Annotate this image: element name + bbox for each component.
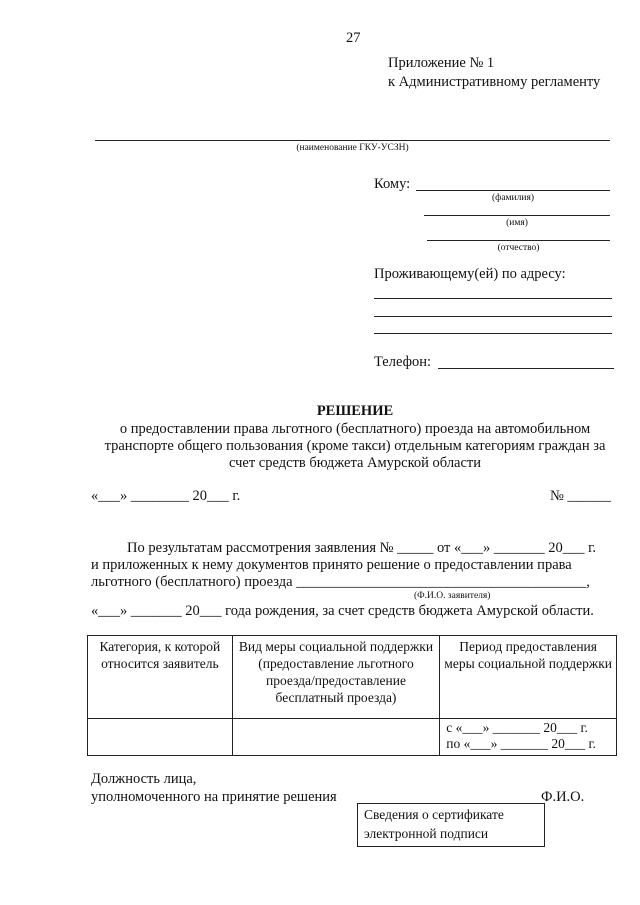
decision-heading: РЕШЕНИЕ xyxy=(316,403,394,419)
address-line-3 xyxy=(374,333,612,334)
period-from: с «___» _______ 20___ г. xyxy=(446,720,588,735)
cell-period xyxy=(440,719,617,756)
address-line-1 xyxy=(374,298,612,299)
to-label: Кому: xyxy=(374,176,411,192)
surname-line xyxy=(416,190,610,191)
address-line-2 xyxy=(374,316,612,317)
phone-line xyxy=(438,368,614,369)
signer-fio: Ф.И.О. xyxy=(541,789,585,805)
table-header-row xyxy=(88,636,617,719)
page-number: 27 xyxy=(346,30,361,46)
header-support-type: Вид меры социальной поддержки (предоставление льготного проезда/предоставление бесплатный проезда) xyxy=(232,636,440,719)
fio-caption: (Ф.И.О. заявителя) xyxy=(414,591,491,601)
header-period: Период предоставления меры социальной поддержки xyxy=(440,636,617,719)
title-line-1: о предоставлении права льготного (бесплатного) проезда на автомобильном xyxy=(119,421,591,437)
body-line-2: и приложенных к нему документов принято решение о предоставлении права xyxy=(91,557,572,573)
org-name-line xyxy=(95,140,610,141)
phone-label: Телефон: xyxy=(374,354,432,370)
period-to: по «___» _______ 20___ г. xyxy=(446,736,596,751)
position-line-2: уполномоченного на принятие решения xyxy=(91,789,337,805)
cert-line-1: Сведения о сертификате xyxy=(364,807,504,822)
support-table xyxy=(87,635,617,756)
decision-date: «___» ________ 20___ г. xyxy=(91,488,241,504)
patronymic-line xyxy=(427,240,610,241)
header-category: Категория, к которой относится заявитель xyxy=(88,636,233,719)
table-row xyxy=(88,719,617,756)
org-caption: (наименование ГКУ-УСЗН) xyxy=(296,143,409,153)
body-line-4: «___» _______ 20___ года рождения, за счет средств бюджета Амурской области. xyxy=(91,603,594,619)
name-caption: (имя) xyxy=(506,218,528,228)
body-line-3: льготного (бесплатного) проезда ________________________________________, xyxy=(91,574,590,590)
surname-caption: (фамилия) xyxy=(492,193,534,203)
name-line xyxy=(424,215,610,216)
appendix-line-1: Приложение № 1 xyxy=(388,55,495,71)
appendix-line-2: к Административному регламенту xyxy=(388,74,601,90)
e-signature-certificate-box xyxy=(357,803,545,847)
cell-support-type xyxy=(232,719,440,756)
patronymic-caption: (отчество) xyxy=(497,243,540,253)
address-label: Проживающему(ей) по адресу: xyxy=(374,266,566,282)
position-line-1: Должность лица, xyxy=(91,771,197,787)
decision-number: № ______ xyxy=(550,488,611,504)
body-line-1: По результатам рассмотрения заявления № _____ от «___» _______ 20___ г. xyxy=(127,540,597,556)
title-line-2: транспорте общего пользования (кроме такси) отдельным категориям граждан за xyxy=(104,438,606,454)
cert-line-2: электронной подписи xyxy=(364,826,489,841)
title-line-3: счет средств бюджета Амурской области xyxy=(228,455,482,471)
cell-category xyxy=(88,719,233,756)
